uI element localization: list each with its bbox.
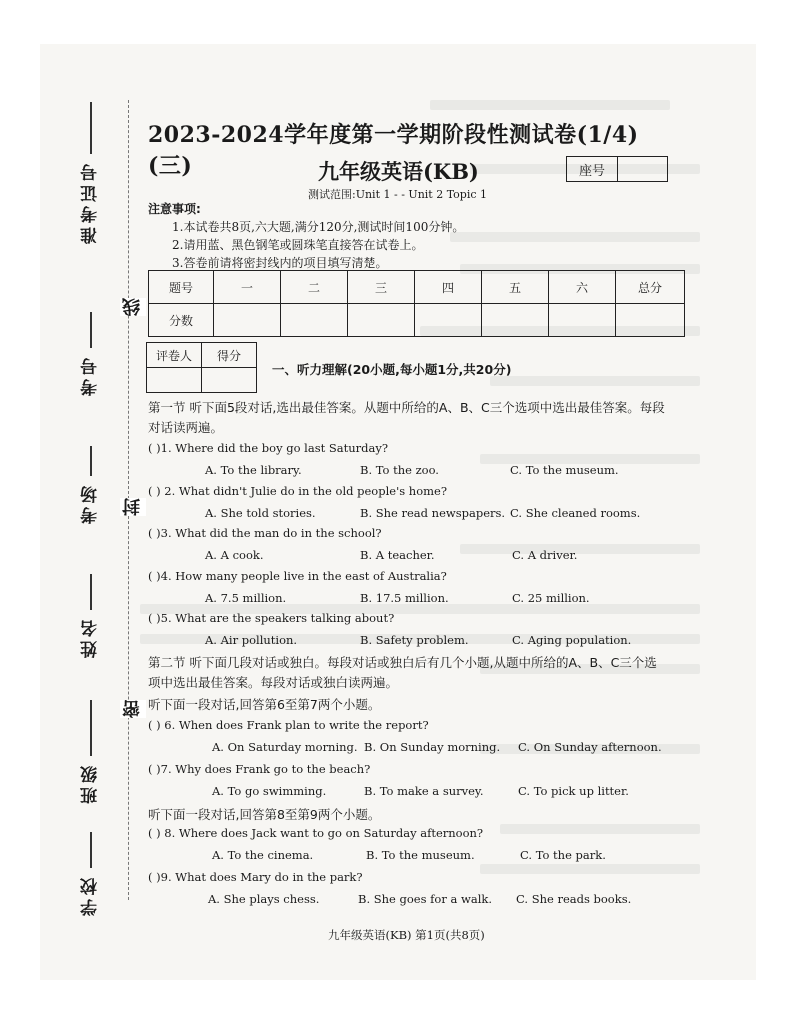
score-cell[interactable] [202,368,257,393]
option-a[interactable]: A. To the library. [205,463,302,477]
class-field[interactable] [78,694,103,804]
header-cell: 二 [281,271,348,304]
question-5: ( )5. What are the speakers talking about? [148,611,395,625]
school-label: 学校 [81,874,101,916]
grader-cell[interactable] [147,368,202,393]
option-a[interactable]: A. On Saturday morning. [212,740,358,754]
question-7: ( )7. Why does Frank go to the beach? [148,762,371,776]
exam-cert-field[interactable] [78,96,103,244]
seal-mark-secret: 密 [120,700,146,718]
exam-no-label: 考号 [81,354,101,396]
option-b[interactable]: B. To the zoo. [360,463,439,477]
header-cell: 五 [482,271,549,304]
question-4: ( )4. How many people live in the east of Australia? [148,569,447,583]
page-footer: 九年级英语(KB) 第1页(共8页) [328,928,485,942]
test-scope: 测试范围:Unit 1 - - Unit 2 Topic 1 [308,188,488,201]
option-c[interactable]: C. 25 million. [512,591,590,605]
seat-label: 座号 [567,157,618,181]
header-cell: 题号 [149,271,214,304]
option-a[interactable]: A. A cook. [205,548,264,562]
part-2-intro: 第二节 听下面几段对话或独白。每段对话或独白后有几个小题,从题中所给的A、B、C三个选项中选出最佳答案。每段对话或独白读两遍。 [148,655,657,690]
score-cell[interactable] [214,304,281,337]
exam-title: 2023-2024学年度第一学期阶段性测试卷(1/4)(三) [148,122,639,179]
header-cell: 六 [549,271,616,304]
option-a[interactable]: A. To go swimming. [212,784,327,798]
option-a[interactable]: A. To the cinema. [212,848,314,862]
fill-line [90,700,92,756]
name-field[interactable] [78,568,103,658]
option-c[interactable]: C. To pick up litter. [518,784,629,798]
seat-number-box [566,156,668,182]
exam-room-label: 考场 [81,482,101,524]
option-b[interactable]: B. She goes for a walk. [358,892,493,906]
option-a[interactable]: A. 7.5 million. [205,591,287,605]
part-1-intro: 第一节 听下面5段对话,选出最佳答案。从题中所给的A、B、C三个选项中选出最佳答案。每段对话读两遍。 [148,400,665,435]
option-a[interactable]: A. She plays chess. [208,892,320,906]
listen-8-9-intro: 听下面一段对话,回答第8至第9两个小题。 [148,807,381,822]
option-b[interactable]: B. On Sunday morning. [364,740,501,754]
option-c[interactable]: C. She cleaned rooms. [510,506,641,520]
option-a[interactable]: A. Air pollution. [205,633,298,647]
header-cell: 总分 [616,271,685,304]
seal-mark-seal: 封 [120,498,146,516]
option-a[interactable]: A. She told stories. [205,506,316,520]
note-item: 2.请用蓝、黑色钢笔或圆珠笔直接答在试卷上。 [172,238,424,252]
option-b[interactable]: B. To the museum. [366,848,475,862]
score-table [148,270,685,337]
option-b[interactable]: B. Safety problem. [360,633,469,647]
fill-line [90,102,92,154]
exam-subtitle: 九年级英语(KB) [318,159,479,184]
fill-line [90,832,92,868]
score-cell[interactable] [281,304,348,337]
listen-6-7-intro: 听下面一段对话,回答第6至第7两个小题。 [148,697,381,712]
section-1-title: 一、听力理解(20小题,每小题1分,共20分) [272,362,512,377]
option-b[interactable]: B. 17.5 million. [360,591,449,605]
question-8: ( ) 8. Where does Jack want to go on Saturday afternoon? [148,826,484,840]
score-cell[interactable] [415,304,482,337]
note-item: 1.本试卷共8页,六大题,满分120分,测试时间100分钟。 [172,220,465,234]
question-6: ( ) 6. When does Frank plan to write the report? [148,718,429,732]
option-c[interactable]: C. To the park. [520,848,606,862]
score-label: 得分 [202,343,257,368]
score-cell[interactable] [348,304,415,337]
score-cell[interactable] [549,304,616,337]
class-label: 班级 [81,762,101,804]
header-cell: 三 [348,271,415,304]
grader-label: 评卷人 [147,343,202,368]
score-table-header-row [149,271,685,304]
score-row-label: 分数 [149,304,214,337]
option-c[interactable]: C. Aging population. [512,633,632,647]
fill-line [90,446,92,476]
option-c[interactable]: C. She reads books. [516,892,632,906]
option-b[interactable]: B. She read newspapers. [360,506,506,520]
score-cell[interactable] [482,304,549,337]
exam-cert-label: 准考证号 [81,160,101,244]
exam-room-field[interactable] [78,440,103,524]
option-c[interactable]: C. To the museum. [510,463,619,477]
grader-table [146,342,257,393]
option-b[interactable]: B. To make a survey. [364,784,484,798]
header-cell: 四 [415,271,482,304]
option-c[interactable]: C. A driver. [512,548,578,562]
score-cell[interactable] [616,304,685,337]
option-b[interactable]: B. A teacher. [360,548,435,562]
name-label: 姓名 [81,616,101,658]
fill-line [90,312,92,348]
header-cell: 一 [214,271,281,304]
notes-title: 注意事项: [148,202,201,216]
option-c[interactable]: C. On Sunday afternoon. [518,740,662,754]
seal-mark-line: 线 [120,298,146,316]
question-2: ( ) 2. What didn't Julie do in the old people's home? [148,484,447,498]
note-item: 3.答卷前请将密封线内的项目填写清楚。 [172,256,388,270]
question-9: ( )9. What does Mary do in the park? [148,870,363,884]
question-1: ( )1. Where did the boy go last Saturday? [148,441,389,455]
seat-number-input[interactable] [618,157,667,181]
score-table-score-row [149,304,685,337]
question-3: ( )3. What did the man do in the school? [148,526,382,540]
fill-line [90,574,92,610]
exam-no-field[interactable] [78,306,103,396]
school-field[interactable] [78,826,103,916]
